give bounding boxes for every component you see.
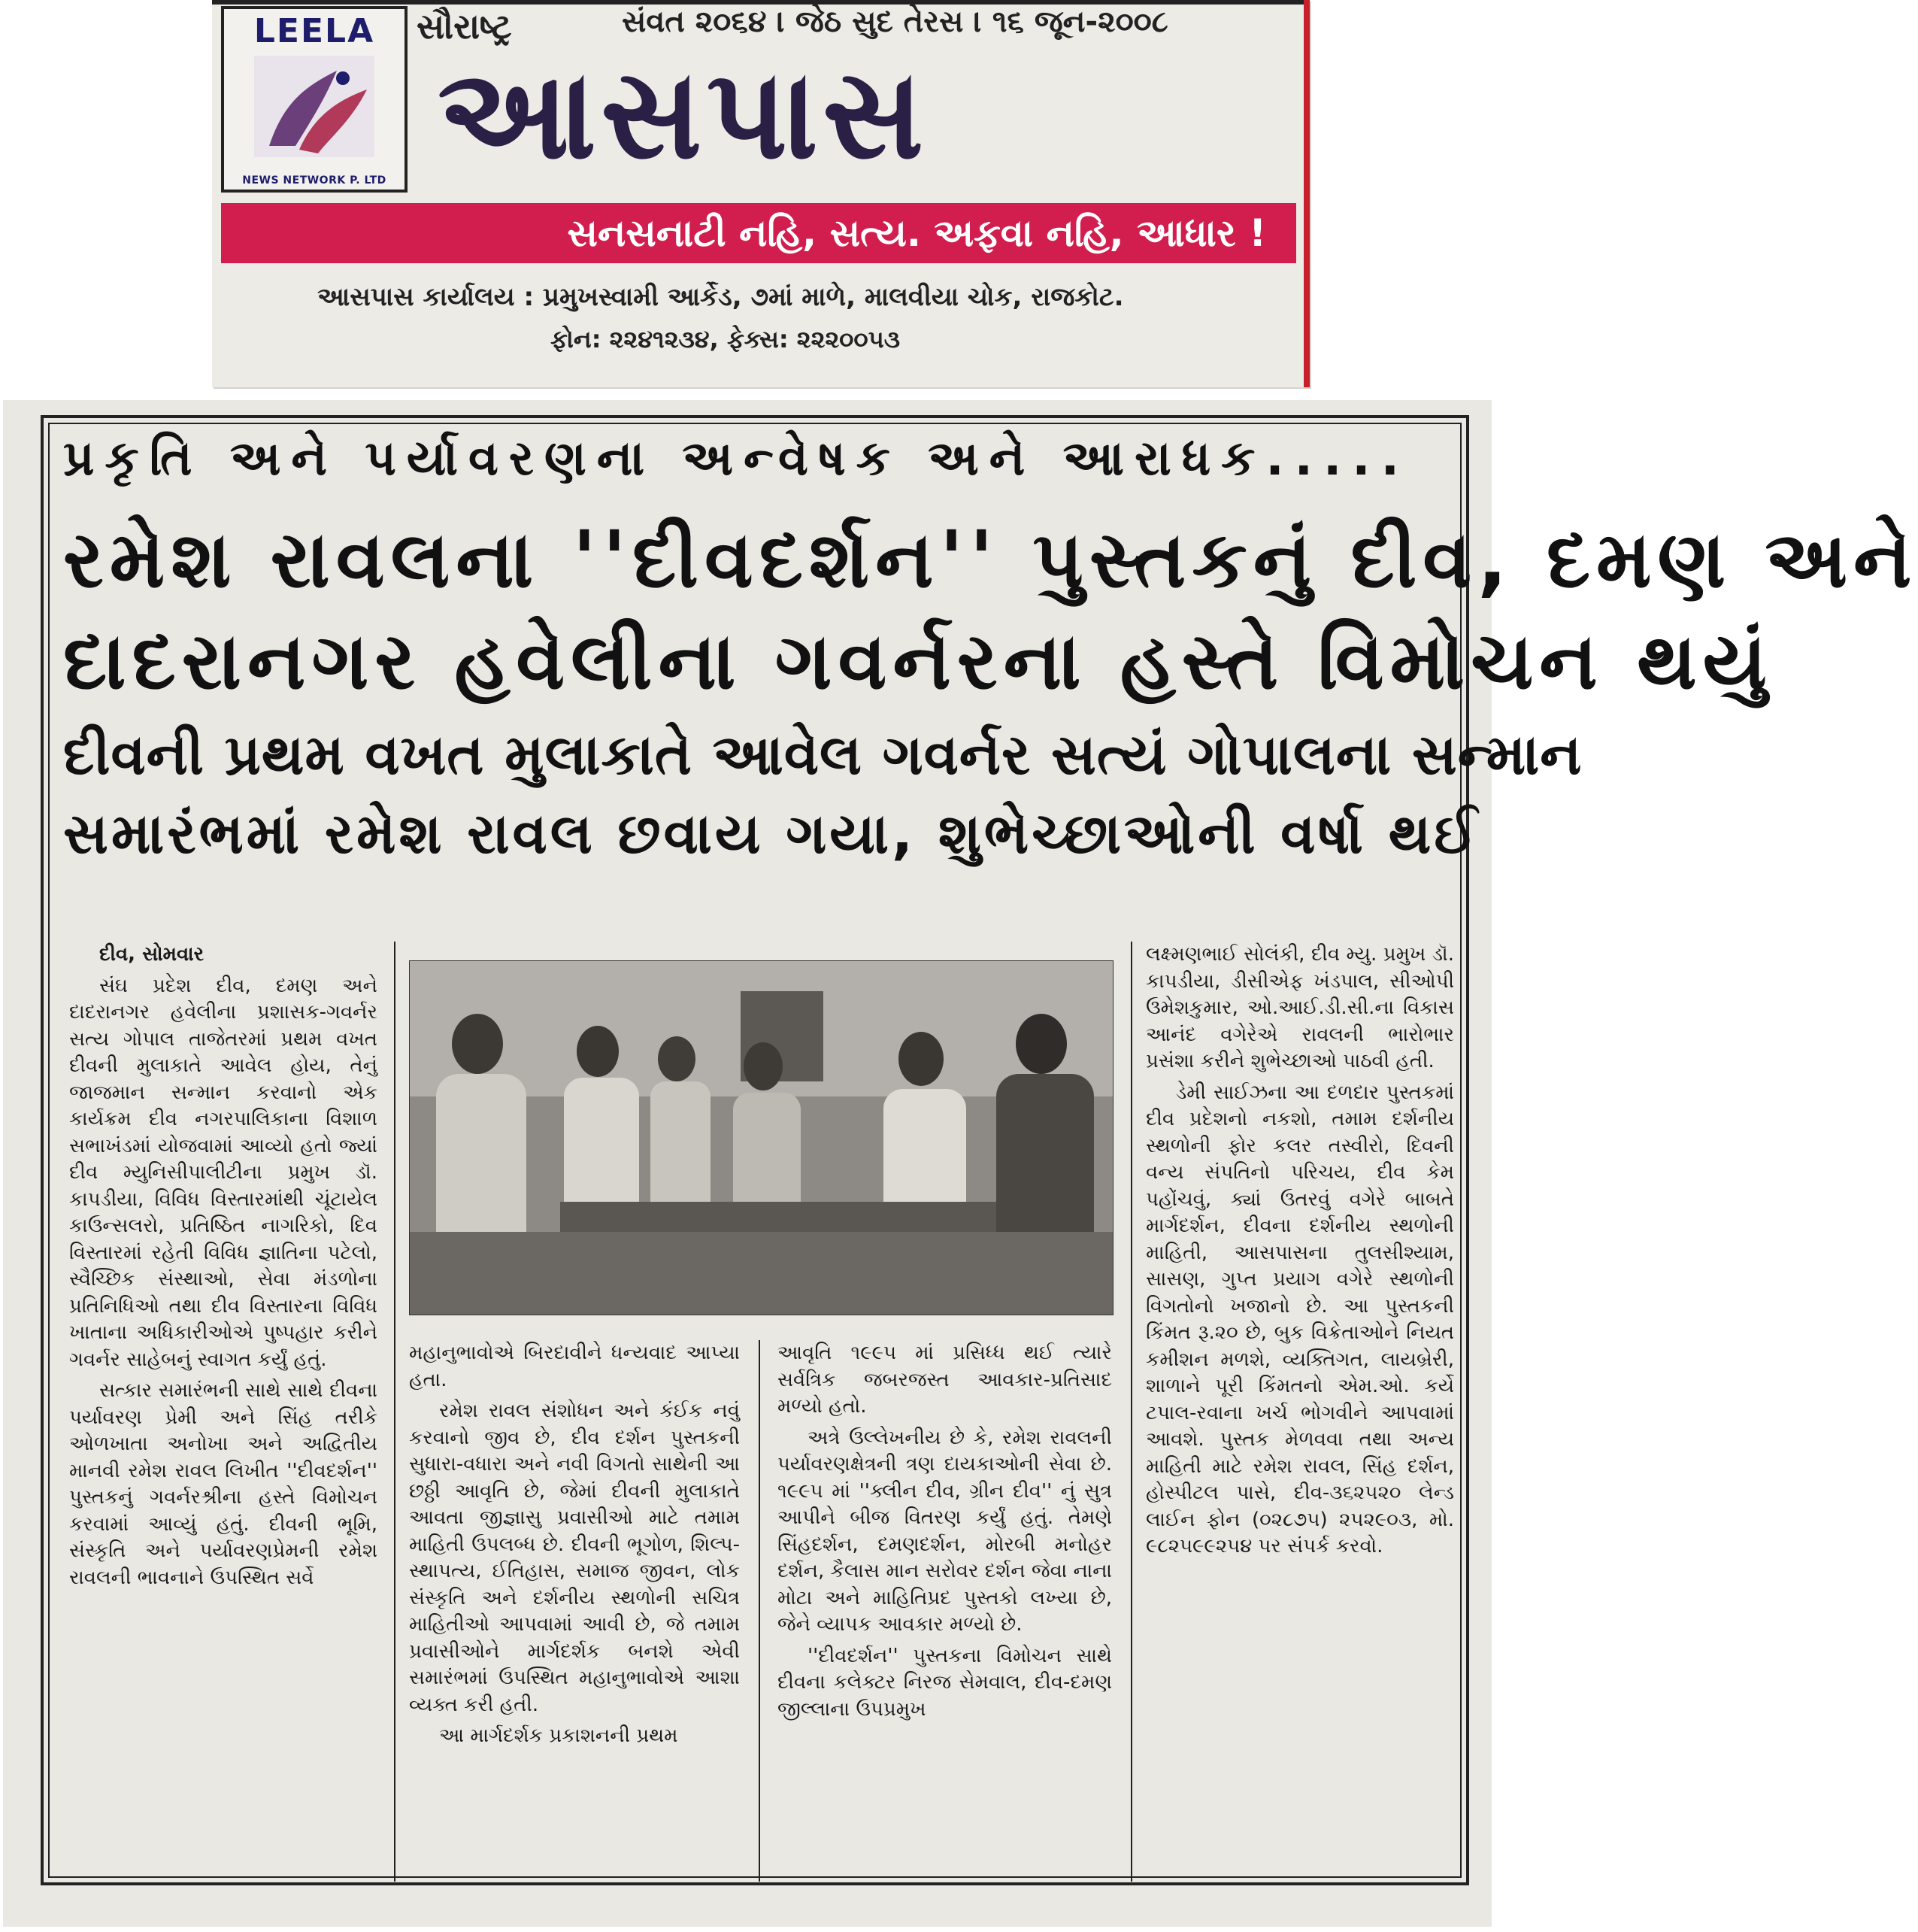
masthead-clipping	[212, 0, 1310, 387]
article-column-2	[409, 1340, 740, 1882]
article-paragraph: સત્કાર સમારંભની સાથે સાથે દીવના પર્યાવરણ પ્રેમી અને સિંહ તરીકે ઓળખાતા અનોખા અને અદ્વિતીય માનવી રમેશ રાવલ લિખીત ''દીવદર્શન'' પુસ્તકનું ગવર્નરશ્રીના હસ્તે વિમોચન કરવામાં આવ્યું હતું. દીવની ભૂમિ, સંસ્કૃતિ અને પર્યાવરણપ્રેમની રમેશ રાવલની ભાવનાને ઉપસ્થિત સર્વે	[69, 1379, 377, 1589]
article-subhead-2: સમારંભમાં રમેશ રાવલ છવાય ગયા, શુભેચ્છાઓની વર્ષા થઈ	[63, 802, 1480, 866]
article-paragraph: અત્રે ઉલ્લેખનીય છે કે, રમેશ રાવલની પર્યાવરણક્ષેત્રની ત્રણ દાયકાઓની સેવા છે. ૧૯૯૫ માં ''ક્લીન દીવ, ગ્રીન દીવ'' નું સુત્ર આપીને બીજ વિતરણ કર્યું હતું. તેમણે સિંહદર્શન, દમણદર્શન, મોરબી મનોહર દર્શન, કૈલાસ માન સરોવર દર્શન જેવા નાના મોટા અને માહિતિપ્રદ પુસ્તકો લખ્યા છે, જેને વ્યાપક આવકાર મળ્યો છે.	[777, 1426, 1112, 1636]
column-rule	[759, 1340, 760, 1882]
event-photo	[409, 960, 1114, 1315]
article-kicker: પ્રકૃતિ અને પર્યાવરણના અન્વેષક અને આરાધક.....	[63, 431, 1410, 487]
article-paragraph: રમેશ રાવલ સંશોધન અને કંઈક નવું કરવાનો જીવ છે, દીવ દર્શન પુસ્તકની સુધારા-વધારા અને નવી વિગતો સાથેની આ છઠ્ઠી આવૃતિ છે, જેમાં દીવની મુલાકાતે આવતા જીજ્ઞાસુ પ્રવાસીઓ માટે તમામ માહિતી ઉપલબ્ધ છે. દીવની ભૂગોળ, શિલ્પ-સ્થાપત્ય, ઈતિહાસ, સમાજ જીવન, લોક સંસ્કૃતિ અને દર્શનીય સ્થળોની સચિત્ર માહિતીઓ આપવામાં આવી છે, જે તમામ પ્રવાસીઓને માર્ગદર્શક બનશે એવી સમારંભમાં ઉપસ્થિત મહાનુભાવોએ આશા વ્યક્ત કરી હતી.	[409, 1400, 740, 1716]
column-rule	[394, 942, 395, 1882]
leela-logo	[221, 6, 408, 193]
logo-network: NEWS NETWORK P. LTD	[242, 174, 386, 187]
office-address: આસપાસ કાર્યાલય : પ્રમુખસ્વામી આર્કેડ, ૭માં માળે, માલવીયા ચોક, રાજકોટ.	[317, 282, 1124, 312]
article-column-3	[777, 1340, 1112, 1882]
bird-emblem-icon	[254, 56, 374, 157]
article-clipping	[3, 400, 1918, 1927]
article-column-4	[1146, 942, 1454, 1882]
column-rule	[1131, 942, 1132, 1882]
tagline-banner: સનસનાટી નહિ, સત્ય. અફવા નહિ, આધાર !	[221, 203, 1296, 263]
article-paragraph: ''દીવદર્શન'' પુસ્તકના વિમોચન સાથે દીવના કલેક્ટર નિરજ સેમવાલ, દીવ-દમણ જીલ્લાના ઉપપ્રમુખ	[777, 1644, 1112, 1721]
article-paragraph: ડેમી સાઈઝના આ દળદાર પુસ્તકમાં દીવ પ્રદેશનો નકશો, તમામ દર્શનીય સ્થળોની ફોર કલર તસ્વીરો, દિવની વન્ય સંપતિનો પરિચય, દીવ કેમ પહોંચવું, ક્યાં ઉતરવું વગેરે બાબતે માર્ગદર્શન, દીવના દર્શનીય સ્થળોની માહિતી, આસપાસના તુલસીશ્યામ, સાસણ, ગુપ્ત પ્રયાગ વગેરે સ્થળોની વિગતોનો ખજાનો છે. આ પુસ્તકની કિંમત રૂ.૨૦ છે, બુક વિક્રેતાઓને નિયત કમીશન મળશે, વ્યક્તિગત, લાયબ્રેરી, શાળાને પૂરી કિંમતનો એમ.ઓ. કર્યે ટપાલ-રવાના ખર્ચ ભોગવીને આપવામાં આવશે. પુસ્તક મેળવવા તથા અન્ય માહિતી માટે રમેશ રાવલ, સિંહ દર્શન, હોસ્પીટલ પાસે, દીવ-૩૬૨૫૨૦ લેન્ડ લાઈન ફોન (૦૨૮૭૫) ૨૫૨૯૦૩, મો. ૯૮૨૫૯૯૨૫૪ પર સંપર્ક કરવો.	[1146, 1081, 1454, 1557]
region-label: સૌરાષ્ટ્ર	[417, 6, 512, 47]
article-headline-1: રમેશ રાવલના ''દીવદર્શન'' પુસ્તકનું દીવ, દમણ અને	[63, 514, 1918, 605]
logo-brand: LEELA	[253, 12, 375, 50]
article-paragraph: સંઘ પ્રદેશ દીવ, દમણ અને દાદરાનગર હવેલીના પ્રશાસક-ગવર્નર સત્ય ગોપાલ તાજેતરમાં પ્રથમ વખત દીવની મુલાકાતે આવેલ હોય, તેનું જાજમાન સન્માન કરવાનો એક કાર્યક્રમ દીવ નગરપાલિકાના વિશાળ સભાખંડમાં યોજવામાં આવ્યો હતો જ્યાં દીવ મ્યુનિસીપાલીટીના પ્રમુખ ડૉ. કાપડીયા, વિવિધ વિસ્તારમાંથી ચૂંટાયેલ કાઉન્સલરો, પ્રતિષ્ઠિત નાગરિકો, દિવ વિસ્તારમાં રહેતી વિવિધ જ્ઞાતિના પટેલો, સ્વૈચ્છિક સંસ્થાઓ, સેવા મંડળોના પ્રતિનિધિઓ તથા દીવ વિસ્તારના વિવિધ ખાતાના અધિકારીઓએ પુષ્પહાર કરીને ગવર્નર સાહેબનું સ્વાગત કર્યું હતું.	[69, 974, 377, 1371]
article-column-1	[69, 942, 377, 1882]
newspaper-name: આસપાસ	[438, 42, 929, 187]
article-headline-2: દાદરાનગર હવેલીના ગવર્નરના હસ્તે વિમોચન થયું	[63, 615, 1773, 707]
masthead-red-edge	[1304, 0, 1310, 387]
article-paragraph: આ માર્ગદર્શક પ્રકાશનની પ્રથમ	[439, 1724, 678, 1747]
photo-illustration	[410, 961, 1113, 1315]
article-paragraph: લક્ષ્મણભાઈ સોલંકી, દીવ મ્યુ. પ્રમુખ ડૉ. કાપડીયા, ડીસીએફ ખંડપાલ, સીઓપી ઉમેશકુમાર, ઓ.આઈ.ડી.સી.ના વિકાસ આનંદ વગેરેએ રાવલની ભારોભાર પ્રસંશા કરીને શુભેચ્છાઓ પાઠવી હતી.	[1146, 943, 1454, 1072]
issue-date: સંવત ૨૦૬૪ । જેઠ સુદ તેરસ । ૧૬ જૂન-૨૦૦૮	[622, 5, 1168, 39]
article-paragraph: મહાનુભાવોએ બિરદાવીને ધન્યવાદ આપ્યા હતા.	[409, 1342, 740, 1391]
office-phone: ફોન: ૨૨૪૧૨૩૪, ફેક્સ: ૨૨૨૦૦૫૩	[550, 325, 901, 353]
article-subhead-1: દીવની પ્રથમ વખત મુલાકાતે આવેલ ગવર્નર સત્યં ગોપાલના સન્માન	[63, 723, 1583, 787]
article-paragraph: આવૃતિ ૧૯૯૫ માં પ્રસિધ્ધ થઈ ત્યારે સર્વત્રિક જબરજસ્ત આવકાર-પ્રતિસાદ મળ્યો હતો.	[777, 1342, 1112, 1418]
article-dateline: દીવ, સોમવાર	[99, 943, 205, 966]
